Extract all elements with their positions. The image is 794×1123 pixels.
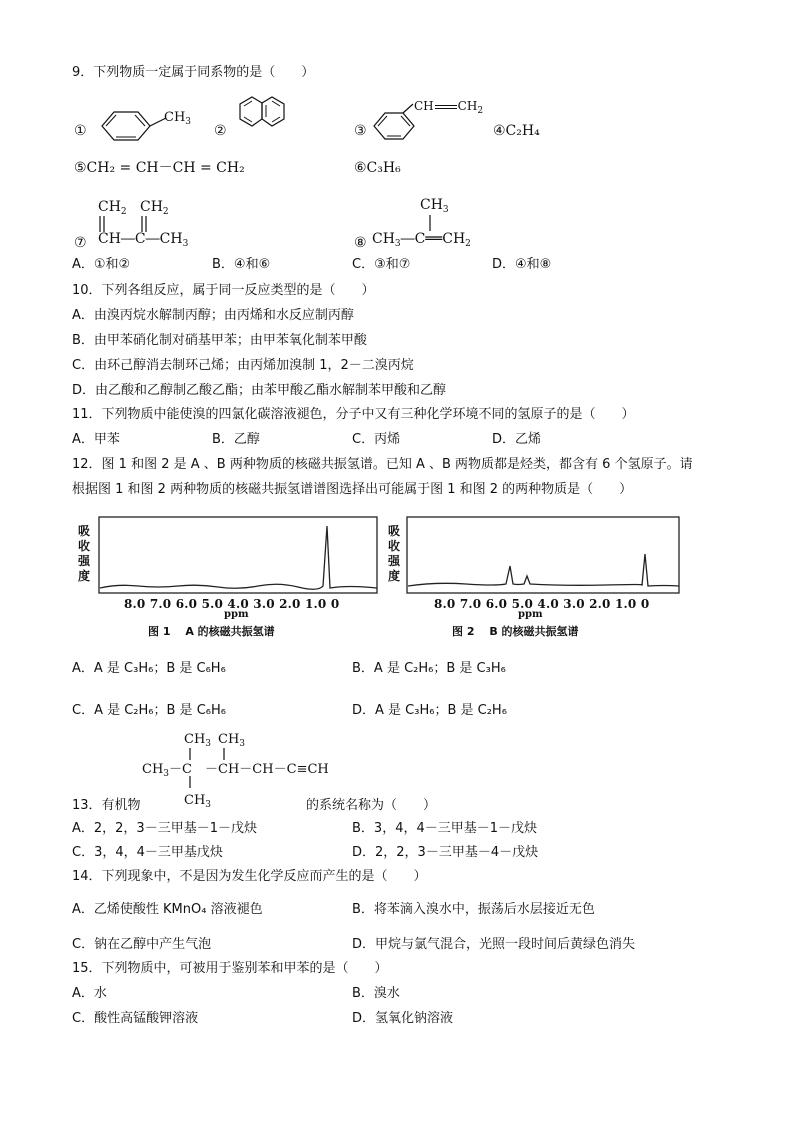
q14-option-d[interactable]: D．甲烷与氯气混合，光照一段时间后黄绿色消失 xyxy=(352,937,636,952)
q14-option-c[interactable]: C．钠在乙醇中产生气泡 xyxy=(72,937,212,952)
q9-option-d[interactable]: D．④和⑧ xyxy=(492,257,552,272)
q13-ch3-bottom: $CH_3$ xyxy=(184,793,212,810)
q12-option-a[interactable]: A．A 是 C₃H₆；B 是 C₆H₆ xyxy=(72,661,226,676)
q12-stem-line1: 12．图 1 和图 2 是 A 、B 两种物质的核磁共振氢谱。已知 A 、B 两物质都是烃类，都含有 6 个氢原子。请 xyxy=(72,457,693,472)
q15-option-a[interactable]: A．水 xyxy=(72,986,107,1001)
q9-item3-vinyl: CH $CH_2$ xyxy=(414,99,484,116)
q13-stem-pre: 13．有机物 xyxy=(72,798,141,813)
q15-option-c[interactable]: C．酸性高锰酸钾溶液 xyxy=(72,1011,199,1026)
q9-item8-bond xyxy=(420,214,440,232)
q10-option-c[interactable]: C．由环己醇消去制环己烯；由丙烯加溴制 1，2－二溴丙烷 xyxy=(72,358,414,373)
q9-item8-chain: $CH_3―C══CH_2$ xyxy=(372,231,471,249)
q14-option-b[interactable]: B．将苯滴入溴水中，振荡后水层接近无色 xyxy=(352,902,595,917)
q13-main-chain: $CH_3-C$ －CH－CH－C≡CH xyxy=(142,762,329,779)
q13-option-d[interactable]: D．2，2，3－三甲基－4－戊炔 xyxy=(352,845,539,860)
q14-option-a[interactable]: A．乙烯使酸性 KMnO₄ 溶液褪色 xyxy=(72,902,263,917)
q9-item8-ch3-top: $CH_3$ xyxy=(420,197,449,215)
q12-option-c[interactable]: C．A 是 C₂H₆；B 是 C₆H₆ xyxy=(72,703,226,718)
figure1-spectrum xyxy=(98,516,380,596)
q12-option-d[interactable]: D．A 是 C₃H₆；B 是 C₂H₆ xyxy=(352,703,507,718)
q10-option-a[interactable]: A．由溴丙烷水解制丙醇；由丙烯和水反应制丙醇 xyxy=(72,308,354,323)
q10-option-b[interactable]: B．由甲苯硝化制对硝基甲苯；由甲苯氧化制苯甲酸 xyxy=(72,333,367,348)
q11-option-d[interactable]: D．乙烯 xyxy=(492,432,542,447)
q13-option-a[interactable]: A．2，2，3－三甲基－1－戊炔 xyxy=(72,821,257,836)
q11-stem: 11．下列物质中能使溴的四氯化碳溶液褪色，分子中又有三种化学环境不同的氢原子的是（ ） xyxy=(72,407,635,422)
figure2-ylabel: 吸 收 强 度 xyxy=(388,524,401,583)
figure2-spectrum xyxy=(406,516,682,596)
figure1-ppm: ppm xyxy=(224,609,249,620)
q14-stem: 14．下列现象中，不是因为发生化学反应而产生的是（ ） xyxy=(72,869,427,884)
q9-item1-number: ① xyxy=(74,123,87,139)
q9-option-b[interactable]: B．④和⑥ xyxy=(212,257,271,272)
q9-item7-number: ⑦ xyxy=(74,235,87,251)
q9-stem: 9．下列物质一定属于同系物的是（ ） xyxy=(72,65,315,80)
q9-option-c[interactable]: C．③和⑦ xyxy=(352,257,411,272)
figure1-ticks: 8.0 7.0 6.0 5.0 4.0 3.0 2.0 1.0 0 xyxy=(124,597,340,611)
figure1-caption: 图 1 A 的核磁共振氢谱 xyxy=(148,625,275,638)
q11-option-b[interactable]: B．乙醇 xyxy=(212,432,260,447)
q13-ch3-top-left: $CH_3$ xyxy=(184,732,212,749)
q9-item1-ch3: $CH_3$ xyxy=(164,110,192,127)
q9-item4: ④C₂H₄ xyxy=(493,123,540,139)
q9-item5: ⑤CH₂ = CH－CH = CH₂ xyxy=(74,160,245,176)
q13-ch3-top-right: $CH_3$ xyxy=(218,732,246,749)
naphthalene-structure xyxy=(232,88,292,144)
q9-item3-number: ③ xyxy=(354,123,367,139)
figure1-ylabel: 吸 收 强 度 xyxy=(78,524,91,583)
q13-option-c[interactable]: C．3，4，4－三甲基戊炔 xyxy=(72,845,223,860)
q15-option-d[interactable]: D．氢氧化钠溶液 xyxy=(352,1011,454,1026)
figure2-caption: 图 2 B 的核磁共振氢谱 xyxy=(452,625,579,638)
q9-item2-number: ② xyxy=(214,123,227,139)
q15-stem: 15．下列物质中，可被用于鉴别苯和甲苯的是（ ） xyxy=(72,961,388,976)
q11-option-c[interactable]: C．丙烯 xyxy=(352,432,401,447)
q9-item7-ch2-right: $CH_2$ xyxy=(140,199,169,217)
q9-item6: ⑥C₃H₆ xyxy=(354,160,401,176)
q10-option-d[interactable]: D．由乙酸和乙醇制乙酸乙酯；由苯甲酸乙酯水解制苯甲酸和乙醇 xyxy=(72,383,447,398)
q15-option-b[interactable]: B．溴水 xyxy=(352,986,400,1001)
q11-option-a[interactable]: A．甲苯 xyxy=(72,432,120,447)
q9-item7-ch2-left: $CH_2$ xyxy=(98,199,127,217)
q13-stem-post: 的系统名称为（ ） xyxy=(306,798,437,813)
q10-stem: 10．下列各组反应，属于同一反应类型的是（ ） xyxy=(72,283,375,298)
q9-item7-chain: $CH―C―CH_3$ xyxy=(98,231,189,249)
q9-option-a[interactable]: A．①和② xyxy=(72,257,131,272)
q12-stem-line2: 根据图 1 和图 2 两种物质的核磁共振氢谱谱图选择出可能属于图 1 和图 2 的两种物质是（ ） xyxy=(72,482,633,497)
q13-option-b[interactable]: B．3，4，4－三甲基－1－戊炔 xyxy=(352,821,538,836)
q12-option-b[interactable]: B．A 是 C₂H₆；B 是 C₃H₆ xyxy=(352,661,506,676)
q9-item8-number: ⑧ xyxy=(354,235,367,251)
figure2-ppm: ppm xyxy=(518,609,543,620)
figure2-ticks: 8.0 7.0 6.0 5.0 4.0 3.0 2.0 1.0 0 xyxy=(434,597,650,611)
